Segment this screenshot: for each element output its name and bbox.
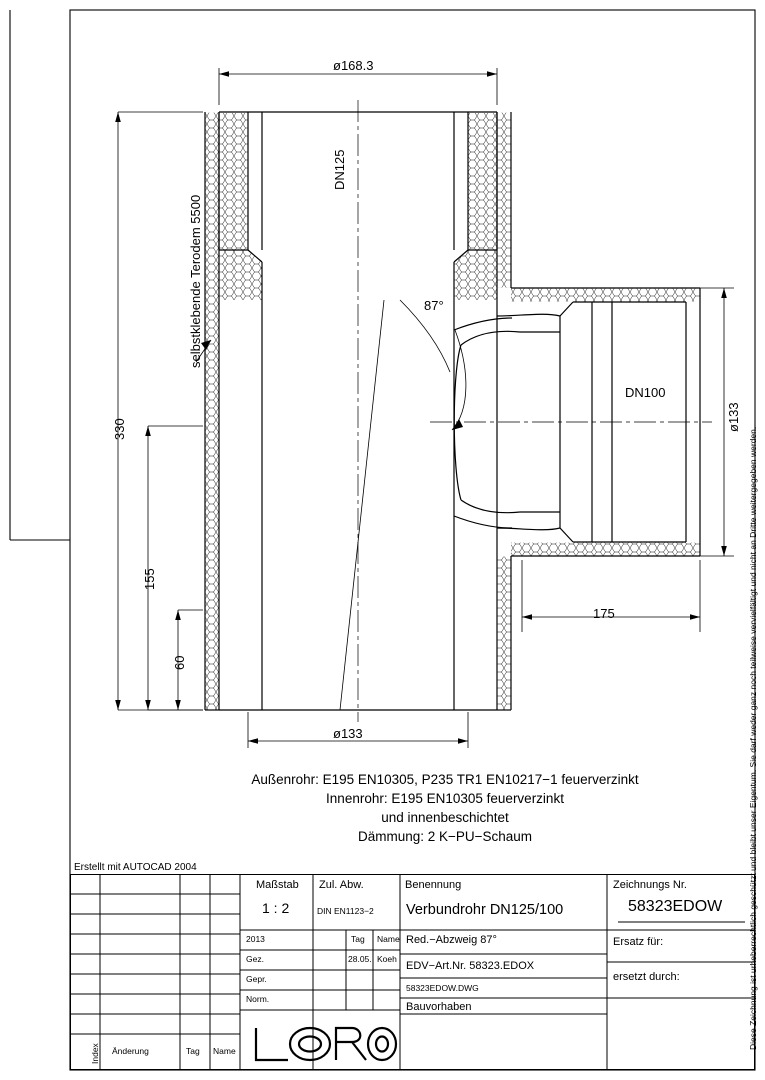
tolerance-label: Zul. Abw.	[319, 879, 364, 891]
sub-designation: Red.−Abzweig 87°	[406, 934, 497, 946]
replacement-for-label: Ersatz für:	[613, 936, 664, 948]
edv-article: EDV−Art.Nr. 58323.EDOX	[406, 960, 535, 972]
label-branch-pipe: DN100	[625, 385, 666, 400]
designation-label: Benennung	[405, 879, 462, 891]
dwg-name: 58323EDOW.DWG	[406, 983, 479, 993]
center-lines	[358, 100, 712, 722]
loro-logo	[248, 1020, 398, 1068]
dim-top-diameter: ø168.3	[333, 58, 374, 73]
dim-bottom-diameter: ø133	[333, 726, 363, 741]
copyright-note: Diese Zeichnung ist urheberrechtlich geschützt und bleibt unser Eigentum. Sie darf weder ganz noch teilweise vervielfältigt und nicht an Dritte weitergegeben werden.	[748, 426, 758, 1050]
drawn-date: 28.05.	[348, 954, 372, 964]
label-angle: 87°	[424, 298, 444, 313]
index-label: Index	[90, 1043, 100, 1064]
pipe-geometry	[205, 112, 700, 710]
designation-value: Verbundrohr DN125/100	[406, 902, 564, 918]
replaced-by-label: ersetzt durch:	[613, 971, 680, 983]
drawn-label: Gez.	[246, 954, 264, 964]
year-value: 2013	[246, 934, 265, 944]
scale-value: 1 : 2	[262, 900, 290, 916]
dim-right-diameter: ø133	[726, 402, 741, 432]
dim-mid-height: 155	[142, 568, 157, 590]
drawing-no-value: 58323EDOW	[628, 898, 723, 915]
dim-branch-length: 175	[593, 606, 615, 621]
checked-label: Gepr.	[246, 974, 267, 984]
created-with-note: Erstellt mit AUTOCAD 2004	[74, 862, 197, 873]
name-header: Name	[377, 934, 400, 944]
label-insulation-tape: selbstklebende Terodem 5500	[188, 194, 203, 368]
drawn-name: Koeh	[377, 954, 397, 964]
dim-total-height: 330	[112, 418, 127, 440]
insulation-hatch	[206, 113, 700, 710]
material-note-4: Dämmung: 2 K−PU−Schaum	[357, 829, 533, 844]
drawing-no-label: Zeichnungs Nr.	[613, 879, 687, 891]
tag-col-label: Tag	[186, 1046, 200, 1056]
norm-label: Norm.	[246, 994, 270, 1004]
material-note-2: Innenrohr: E195 EN10305 feuerverzinkt	[326, 791, 564, 806]
scale-label: Maßstab	[256, 879, 299, 891]
name-col-label: Name	[213, 1046, 236, 1056]
material-note-1: Außenrohr: E195 EN10305, P235 TR1 EN10217−1 feuerverzinkt	[251, 772, 639, 787]
title-block	[70, 874, 755, 1070]
tolerance-value: DIN EN1123−2	[317, 906, 374, 916]
project-label: Bauvorhaben	[406, 1001, 472, 1013]
change-label: Änderung	[112, 1046, 149, 1056]
material-note-3: und innenbeschichtet	[381, 810, 509, 825]
dim-low-height: 60	[172, 655, 187, 670]
tag-header: Tag	[351, 934, 365, 944]
label-main-pipe: DN125	[332, 149, 347, 190]
material-notes	[150, 770, 740, 846]
